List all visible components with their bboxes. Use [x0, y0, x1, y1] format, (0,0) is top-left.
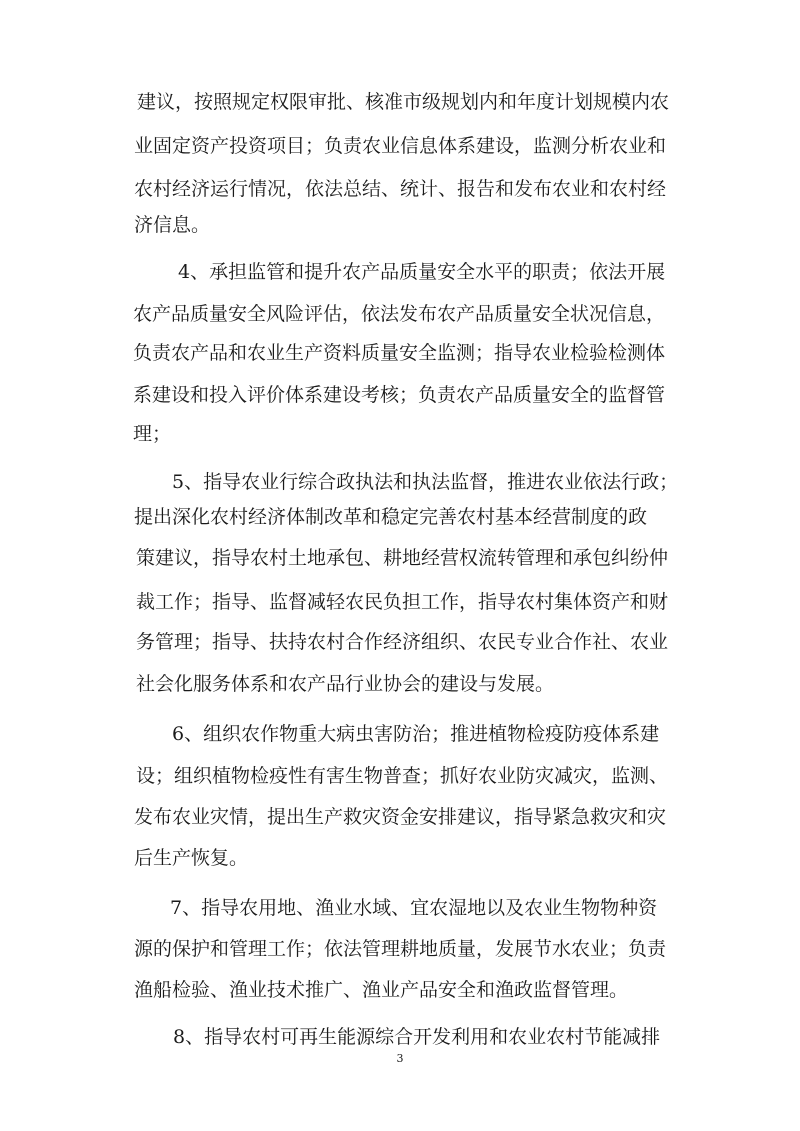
page-number: 3: [396, 1052, 404, 1065]
document-page: 建议，按照规定权限审批、核准市级规划内和年度计划规模内农 业固定资产投资项目；负责农业信息体系建设，监测分析农业和 农村经济运行情况，依法总结、统计、报告和发布农业和农村经 济信息。 4、承担监管和提升农产品质量安全水平的职责；依法开展 农产品质量安全风险评估，依法发布农产品质量安全状况信息， 负责农产品和农业生产资料质量安全监测；指导农业检验检测体 系建设和投入评价体系建设考核；负责农产品质量安全的监督管 理； 5、指导农业行综合政执法和执法监督，推进农业依法行政； 提出深化农村经济体制改革和稳定完善农村基本经营制度的政 策建议，指导农村土地承包、耕地经营权流转管理和承包纠纷仲 裁工作；指导、监督减轻农民负担工作，指导农村集体资产和财 务管理；指导、扶持农村合作经济组织、农民专业合作社、农业 社会化服务体系和农产品行业协会的建设与发展。 6、组织农作物重大病虫害防治；推进植物检疫防疫体系建 设；组织植物检疫性有害生物普查；抓好农业防灾减灾，监测、 发布农业灾情，提出生产救灾资金安排建议，指导紧急救灾和灾 后生产恢复。 7、指导农用地、渔业水域、宜农湿地以及农业生物物种资 源的保护和管理工作；依法管理耕地质量，发展节水农业；负责 渔船检验、渔业技术推广、渔业产品安全和渔政监督管理。 8、指导农村可再生能源综合开发利用和农业农村节能减排 3: [0, 0, 800, 1131]
